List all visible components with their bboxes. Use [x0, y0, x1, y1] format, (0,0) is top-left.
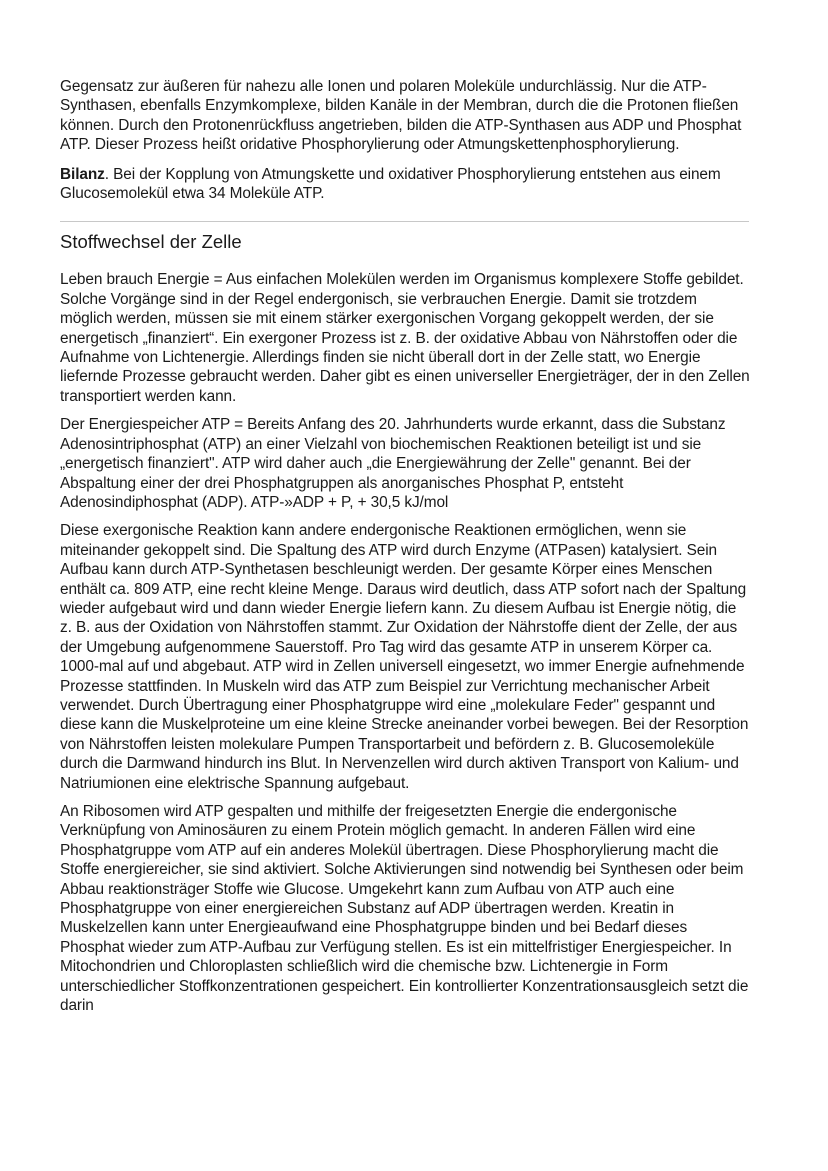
- paragraph-ribosomen: An Ribosomen wird ATP gespalten und mithilfe der freigesetzten Energie die endergonische Verknüpfung von Aminosäuren zu einem Protein möglich gemacht. In anderen Fällen wird eine Phosphatgruppe vom ATP auf ein anderes Molekül übertragen. Diese Phosphorylierung macht die Stoffe energiereicher, sie sind aktiviert. Solche Aktivierungen sind notwendig bei Synthesen oder beim Abbau reaktionsträger Stoffe wie Glucose. Umgekehrt kann zum Aufbau von ATP auch eine Phosphatgruppe von einer energiereichen Substanz auf ADP übertragen werden. Kreatin in Muskelzellen kann unter Energieaufwand eine Phosphatgruppe binden und bei Bedarf dieses Phosphat wieder zum ATP-Aufbau zur Verfügung stellen. Es ist ein mittelfristiger Energiespeicher. In Mitochondrien und Chloroplasten schließlich wird die chemische bzw. Lichtenergie in Form unterschiedlicher Stoffkonzentrationen gespeichert. Ein kontrollierter Konzentrationsausgleich setzt die darin: [60, 803, 749, 1015]
- paragraph-energie: Leben brauch Energie = Aus einfachen Molekülen werden im Organismus komplexere Stoffe gebildet. Solche Vorgänge sind in der Regel endergonisch, sie verbrauchen Energie. Damit sie trotzdem möglich werden, müssen sie mit einem stärker exergonischen Vorgang gekoppelt werden, der sie energetisch „finanziert“. Ein exergoner Prozess ist z. B. der oxidative Abbau von Nährstoffen oder die Aufnahme von Lichtenergie. Allerdings finden sie nicht überall dort in der Zelle statt, wo Energie liefernde Prozesse gebraucht werden. Daher gibt es einen universeller Energieträger, der in den Zellen transportiert werden kann.: [60, 271, 750, 405]
- document-page: [60, 77, 750, 1024]
- paragraph-atp-speicher: Der Energiespeicher ATP = Bereits Anfang des 20. Jahrhunderts wurde erkannt, dass die Substanz Adenosintriphosphat (ATP) an einer Vielzahl von biochemischen Reaktionen beteiligt ist und sie „energetisch finanziert". ATP wird daher auch „die Energiewährung der Zelle" genannt. Bei der Abspaltung einer der drei Phosphatgruppen als anorganisches Phosphat P, entsteht Adenosindiphosphat (ADP). ATP-»ADP + P, + 30,5 kJ/mol: [60, 416, 726, 511]
- paragraph-exergonische-reaktion: Diese exergonische Reaktion kann andere endergonische Reaktionen ermöglichen, wenn sie miteinander gekoppelt sind. Die Spaltung des ATP wird durch Enzyme (ATPasen) katalysiert. Sein Aufbau kann durch ATP-Synthetasen beschleunigt werden. Der gesamte Körper eines Menschen enthält ca. 809 ATP, eine recht kleine Menge. Daraus wird deutlich, dass ATP sofort nach der Spaltung wieder aufgebaut wird und dann wieder Energie liefern kann. Zu diesem Aufbau ist Energie nötig, die z. B. aus der Oxidation von Nährstoffen stammt. Zur Oxidation der Nährstoffe dient der Zelle, der aus der Umgebung aufgenommene Sauerstoff. Pro Tag wird das gesamte ATP in unserem Körper ca. 1000-mal auf und abgebaut. ATP wird in Zellen universell eingesetzt, wo immer Energie aufnehmende Prozesse stattfinden. In Muskeln wird das ATP zum Beispiel zur Verrichtung mechanischer Arbeit verwendet. Durch Übertragung einer Phosphatgruppe wird eine „molekulare Feder" gespannt und diese kann die Muskelproteine um eine kleine Strecke aneinander vorbei bewegen. Bei der Resorption von Nährstoffen leisten molekulare Pumpen Transportarbeit und befördern z. B. Glucosemoleküle durch die Darmwand hindurch ins Blut. In Nervenzellen wird durch aktiven Transport von Kalium- und Natriumionen eine elektrische Spannung aufgebaut.: [60, 522, 749, 792]
- bilanz-label: Bilanz: [60, 165, 105, 183]
- section-heading: Stoffwechsel der Zelle: [60, 231, 242, 253]
- bilanz-text: . Bei der Kopplung von Atmungskette und oxidativer Phosphorylierung entstehen aus einem Glucosemolekül etwa 34 Moleküle ATP.: [60, 165, 721, 203]
- bilanz-paragraph: [60, 165, 750, 204]
- section-divider: [60, 221, 749, 222]
- intro-paragraph: Gegensatz zur äußeren für nahezu alle Ionen und polaren Moleküle undurchlässig. Nur die ATP-Synthasen, ebenfalls Enzymkomplexe, bilden Kanäle in der Membran, durch die die Protonen fließen können. Durch den Protonenrückfluss angetrieben, bilden die ATP-Synthasen aus ADP und Phosphat ATP. Dieser Prozess heißt oridative Phosphorylierung oder Atmungskettenphosphorylierung.: [60, 78, 742, 154]
